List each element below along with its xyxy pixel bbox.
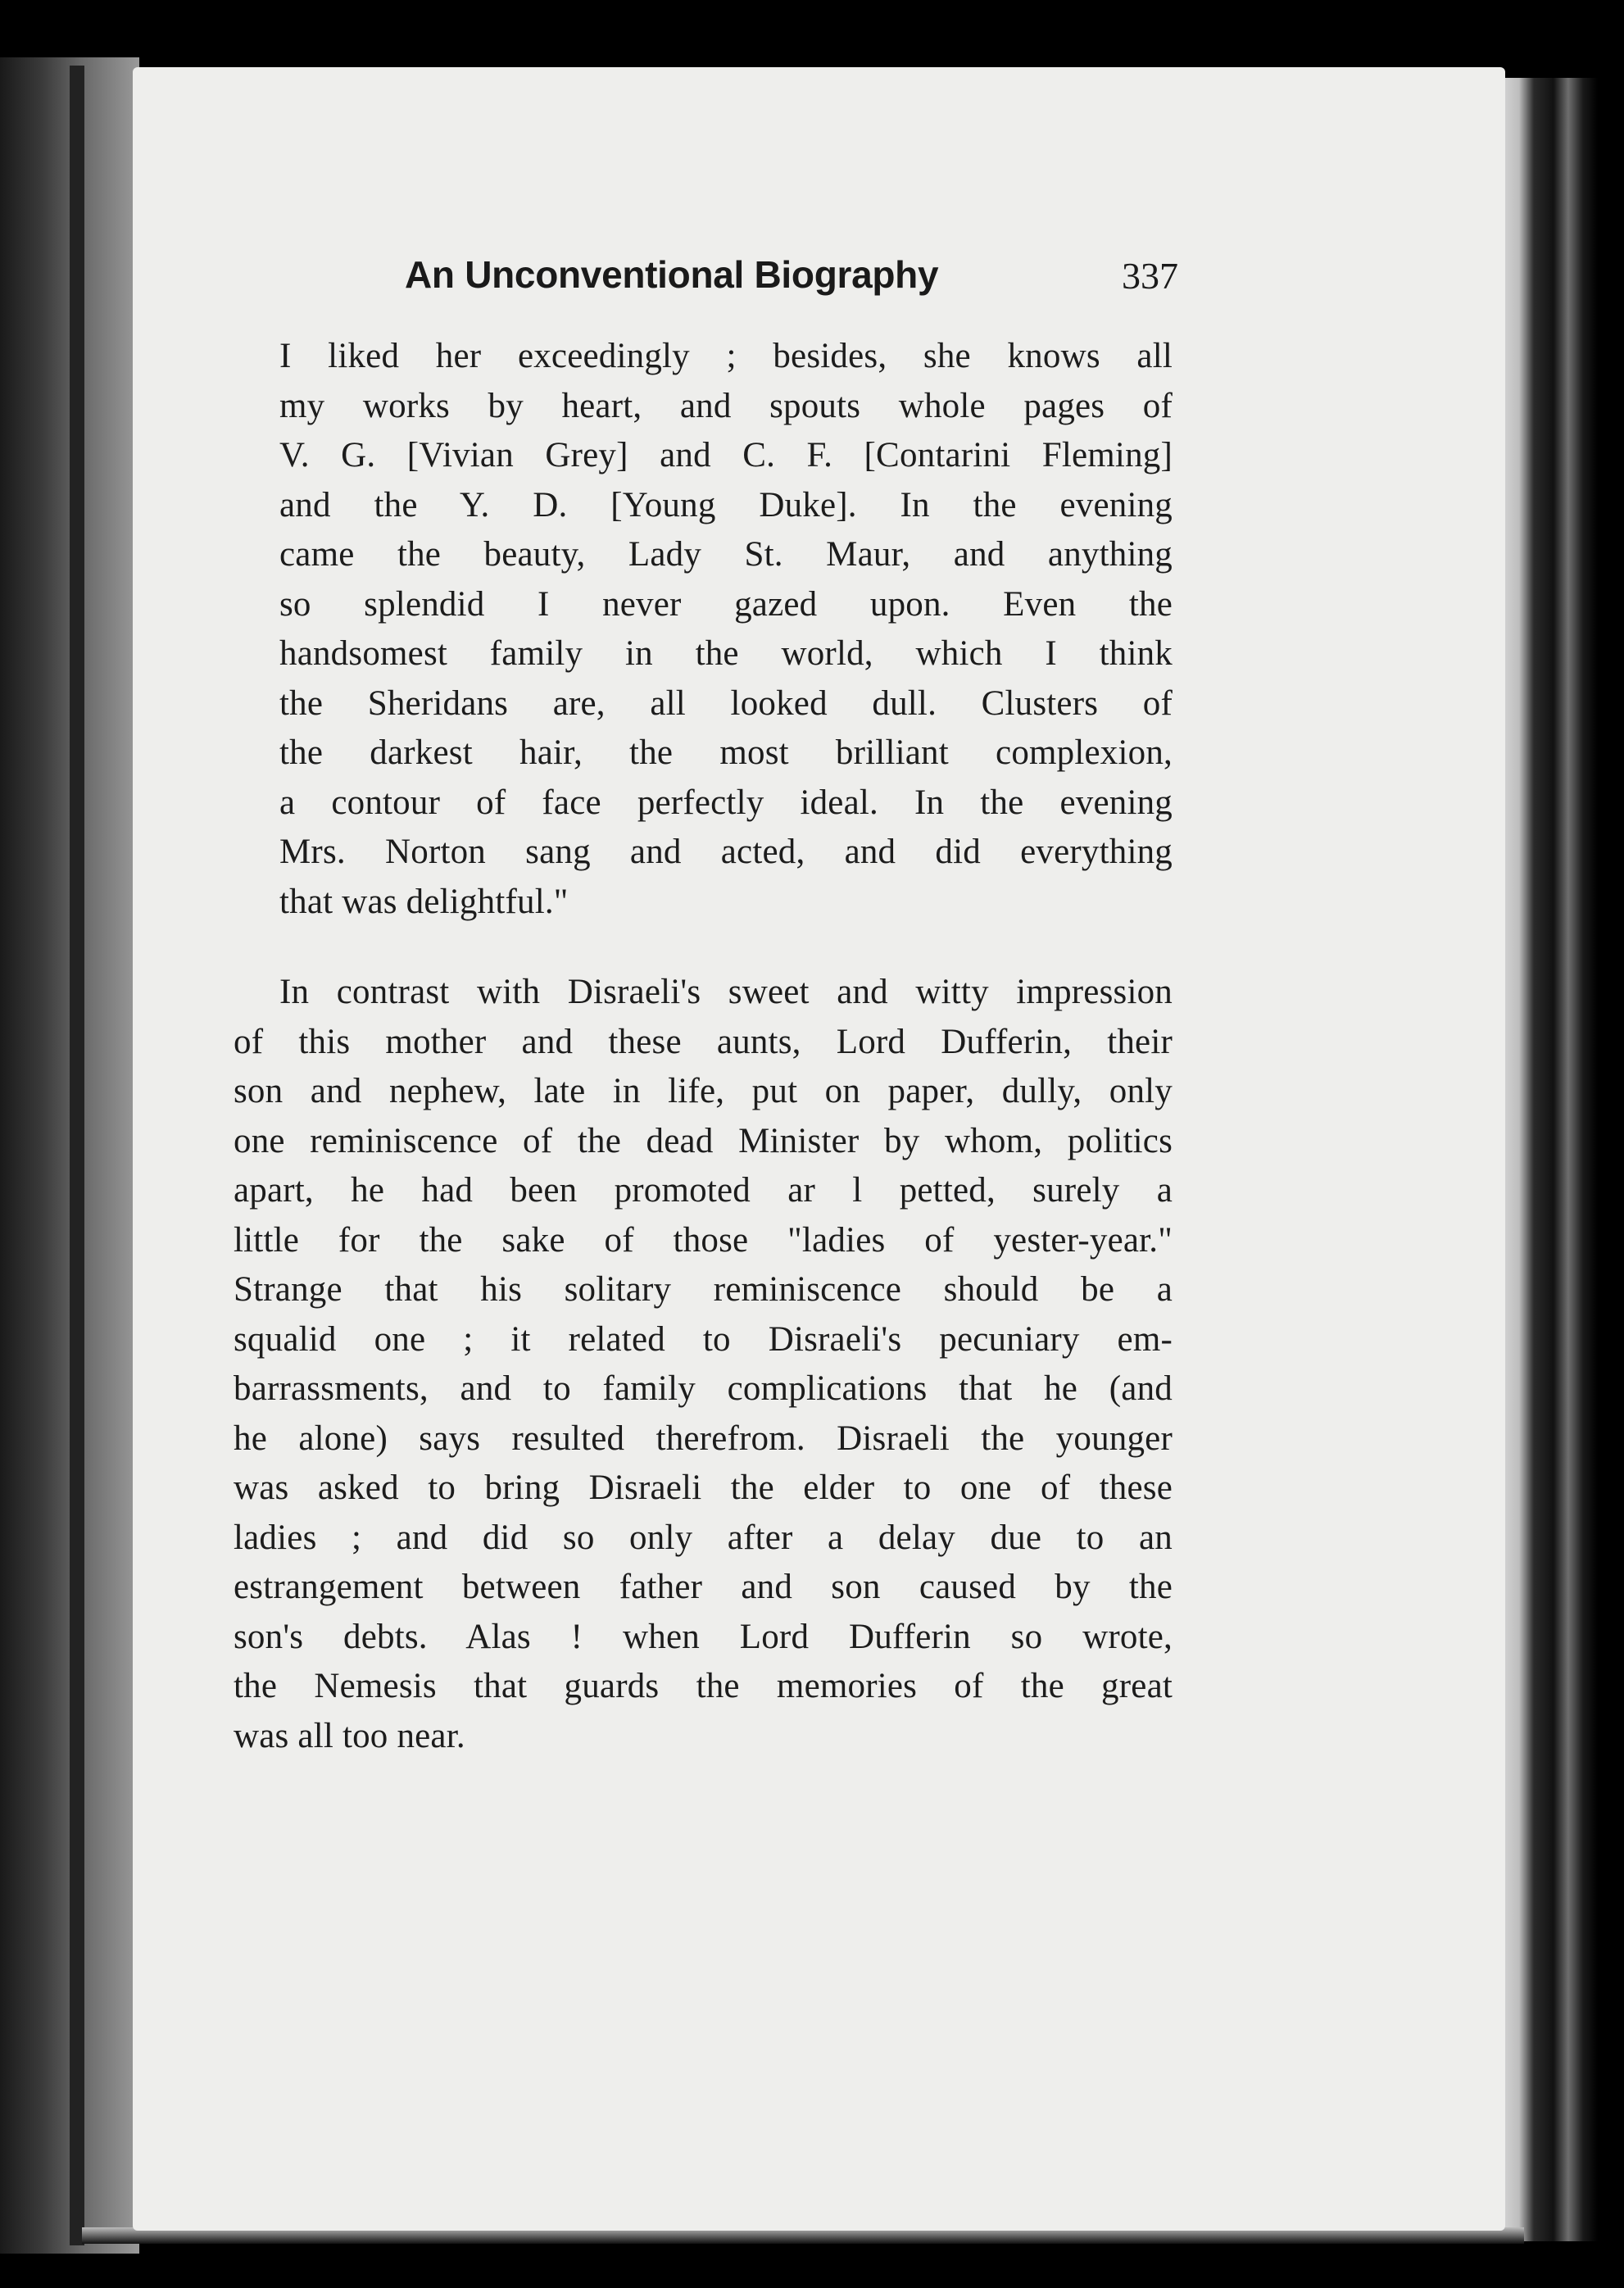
- text-line: that was delightful.": [279, 882, 569, 921]
- text-line: apart, he had been promoted ar l petted, surely a: [234, 1171, 1173, 1210]
- quoted-paragraph: [279, 332, 1173, 927]
- right-page-edges: [1499, 78, 1598, 2241]
- text-line: ladies ; and did so only after a delay due to an: [234, 1518, 1173, 1557]
- text-line: a contour of face perfectly ideal. In the evening: [279, 783, 1173, 822]
- text-line: In contrast with Disraeli's sweet and witty impression: [279, 973, 1173, 1011]
- text-line: came the beauty, Lady St. Maur, and anything: [279, 535, 1173, 574]
- text-line: the Sheridans are, all looked dull. Clusters of: [279, 683, 1173, 723]
- text-line: he alone) says resulted therefrom. Disraeli the younger: [234, 1419, 1173, 1458]
- text-line: was all too near.: [234, 1716, 465, 1755]
- binding-edge: [70, 66, 84, 2245]
- text-line: squalid one ; it related to Disraeli's pecuniary em-: [234, 1319, 1173, 1359]
- text-line: handsomest family in the world, which I think: [279, 634, 1173, 673]
- text-line: was asked to bring Disraeli the elder to one of these: [234, 1469, 1173, 1507]
- text-line: Strange that his solitary reminiscence should be a: [234, 1270, 1173, 1309]
- text-line: barrassments, and to family complications that he (and: [234, 1369, 1173, 1408]
- running-header: [405, 252, 1178, 302]
- text-line: I liked her exceedingly ; besides, she knows all: [279, 337, 1173, 375]
- text-line: one reminiscence of the dead Minister by whom, politics: [234, 1121, 1173, 1160]
- text-line: V. G. [Vivian Grey] and C. F. [Contarini Fleming]: [279, 436, 1173, 474]
- text-line: my works by heart, and spouts whole pages of: [279, 386, 1173, 425]
- text-line: the darkest hair, the most brilliant complexion,: [279, 733, 1173, 772]
- text-line: of this mother and these aunts, Lord Dufferin, their: [234, 1022, 1173, 1061]
- body-paragraph: [234, 968, 1173, 1761]
- page-number: 337: [1122, 255, 1178, 297]
- text-line: son and nephew, late in life, put on paper, dully, only: [234, 1072, 1173, 1110]
- running-title: An Unconventional Biography: [405, 253, 939, 296]
- text-line: little for the sake of those "ladies of yester-year.": [234, 1220, 1173, 1260]
- text-line: the Nemesis that guards the memories of the great: [234, 1667, 1173, 1705]
- text-line: Mrs. Norton sang and acted, and did everything: [279, 833, 1173, 871]
- text-line: estrangement between father and son caused by the: [234, 1568, 1173, 1606]
- text-line: so splendid I never gazed upon. Even the: [279, 584, 1173, 624]
- text-line: son's debts. Alas ! when Lord Dufferin so wrote,: [234, 1617, 1173, 1656]
- text-line: and the Y. D. [Young Duke]. In the evening: [279, 485, 1173, 524]
